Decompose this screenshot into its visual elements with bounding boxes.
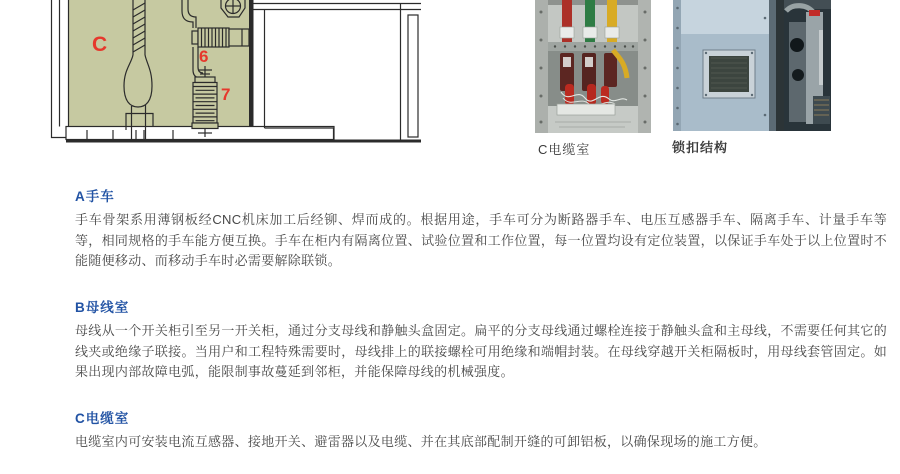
section-hand-truck	[75, 185, 887, 272]
diagram-label-part-7: 7	[221, 85, 231, 104]
switchgear-section-diagram	[45, 0, 421, 163]
support-insulator	[192, 66, 218, 137]
section-busbar-compartment	[75, 296, 887, 383]
photo-caption-cable-room: C电缆室	[538, 142, 591, 157]
lock-mechanism	[784, 0, 831, 131]
section-heading-b: B母线室	[75, 300, 130, 315]
section-body-a: 手车骨架系用薄钢板经CNC机床加工后经铆、焊而成的。根据用途，手车可分为断路器手车、电压互感器手车、隔离手车、计量手车等等，相同规格的手车能方便互换。手车在柜内有隔离位置、试验位置和工作位置，每一位置均设有定位装置，以保证手车处于以上位置时不能随便移动、而移动手车时必需要解除联锁。	[75, 212, 887, 268]
diagram-label-part-6: 6	[199, 47, 209, 66]
base-floor	[66, 127, 421, 143]
diagram-drawing	[45, 0, 421, 163]
left-wall	[52, 0, 67, 138]
section-heading-a: A手车	[75, 189, 115, 204]
diagram-label-cable-compartment: C	[92, 33, 108, 56]
breaker-compartment-area	[254, 4, 422, 140]
section-body-b: 母线从一个开关柜引至另一开关柜，通过分支母线和静触头盒固定。扁平的分支母线通过螺栓连接于静触头盒和主母线，不需要任何其它的线夹或绝缘子联接。当用户和工程特殊需要时，母线排上的联接螺栓可用绝缘和端帽封装。在母线穿越开关柜隔板时，用母线套管固定。如果出现内部故障电弧，能限制事故蔓延到邻柜，并能保障母线的机械强度。	[75, 323, 887, 379]
section-heading-c: C电缆室	[75, 411, 130, 426]
photo-caption-lock-structure: 锁扣结构	[672, 140, 729, 155]
photo-lock-structure	[673, 0, 831, 131]
section-cable-compartment	[75, 407, 887, 453]
photo-cable-compartment	[535, 0, 651, 133]
cabinet-door	[673, 0, 776, 131]
wall-bushing	[192, 28, 249, 47]
section-body-c: 电缆室内可安装电流互感器、接地开关、避雷器以及电缆、并在其底部配制开缝的可卸铝板，以确保现场的施工方便。	[75, 434, 767, 449]
cable-compartment-area	[68, 0, 254, 131]
